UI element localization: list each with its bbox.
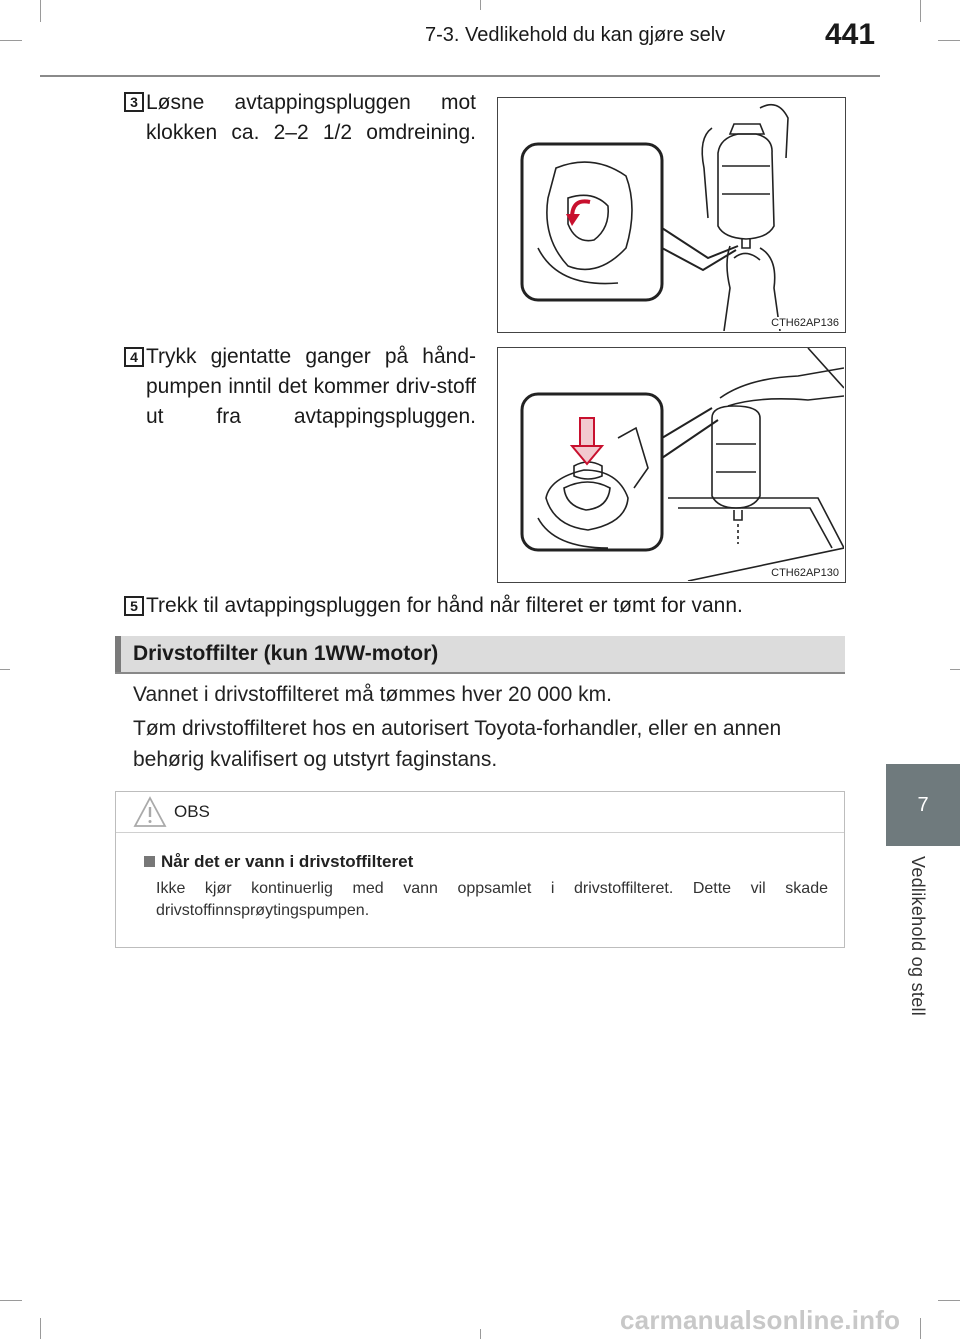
chapter-label: Vedlikehold og stell bbox=[908, 856, 928, 1017]
notice-label: OBS bbox=[174, 802, 210, 821]
chapter-tab bbox=[886, 764, 960, 846]
step-text: Trykk gjentatte ganger på hånd-pumpen inntil det kommer driv-stoff ut fra avtappingspluggen. bbox=[146, 345, 476, 428]
step-number-badge: 4 bbox=[124, 347, 144, 367]
crop-mark bbox=[920, 1318, 921, 1339]
crop-mark bbox=[950, 669, 960, 670]
notice-subtitle bbox=[144, 852, 413, 872]
chapter-number: 7 bbox=[917, 794, 929, 816]
step-number-badge: 5 bbox=[124, 596, 144, 616]
crop-mark bbox=[0, 40, 22, 41]
warning-triangle-icon bbox=[133, 796, 167, 828]
press-arrow-shaft-icon bbox=[580, 418, 594, 448]
crop-mark bbox=[480, 0, 481, 10]
crop-mark bbox=[0, 1300, 22, 1301]
section-header bbox=[115, 636, 845, 674]
crop-mark bbox=[480, 1329, 481, 1339]
notice-box bbox=[115, 791, 845, 948]
crop-mark bbox=[40, 0, 41, 22]
step-number-badge: 3 bbox=[124, 92, 144, 112]
step-text: Trekk til avtappingspluggen for hånd når filteret er tømt for vann. bbox=[146, 594, 743, 617]
notice-subtitle-text: Når det er vann i drivstoffilteret bbox=[161, 852, 414, 871]
watermark: carmanualsonline.info bbox=[620, 1305, 901, 1335]
crop-mark bbox=[938, 1300, 960, 1301]
section-title: Drivstoffilter (kun 1WW-motor) bbox=[133, 642, 439, 665]
figure-code: CTH62AP130 bbox=[771, 567, 839, 579]
section-accent bbox=[115, 636, 121, 672]
figure-code: CTH62AP136 bbox=[771, 317, 839, 329]
step-text: Løsne avtappingspluggen mot klokken ca. 2–2 1/2 omdreining. bbox=[146, 91, 476, 144]
running-header: 7-3. Vedlikehold du kan gjøre selv bbox=[425, 24, 726, 46]
notice-header bbox=[116, 792, 844, 833]
crop-mark bbox=[0, 669, 10, 670]
press-arrow-head-icon bbox=[572, 446, 602, 464]
square-bullet-icon bbox=[144, 856, 155, 867]
body-paragraph: Tøm drivstoffilteret hos en autorisert Toyota-forhandler, eller en annen behørig kvalifisert og utstyrt faginstans. bbox=[133, 717, 782, 771]
crop-mark bbox=[40, 1318, 41, 1339]
figure-hand-pump bbox=[497, 347, 846, 583]
page-number: 441 bbox=[825, 18, 876, 51]
crop-mark bbox=[920, 0, 921, 22]
figure-drain-plug bbox=[497, 97, 846, 333]
drain-plug-illustration bbox=[498, 98, 844, 331]
hand-pump-illustration bbox=[498, 348, 844, 581]
notice-body: Ikke kjør kontinuerlig med vann oppsamlet i drivstoffilteret. Dette vil skade drivstoffinnsprøytingspumpen. bbox=[156, 880, 828, 919]
body-paragraph: Vannet i drivstoffilteret må tømmes hver 20 000 km. bbox=[133, 683, 612, 706]
header-rule bbox=[40, 75, 880, 77]
crop-mark bbox=[938, 40, 960, 41]
